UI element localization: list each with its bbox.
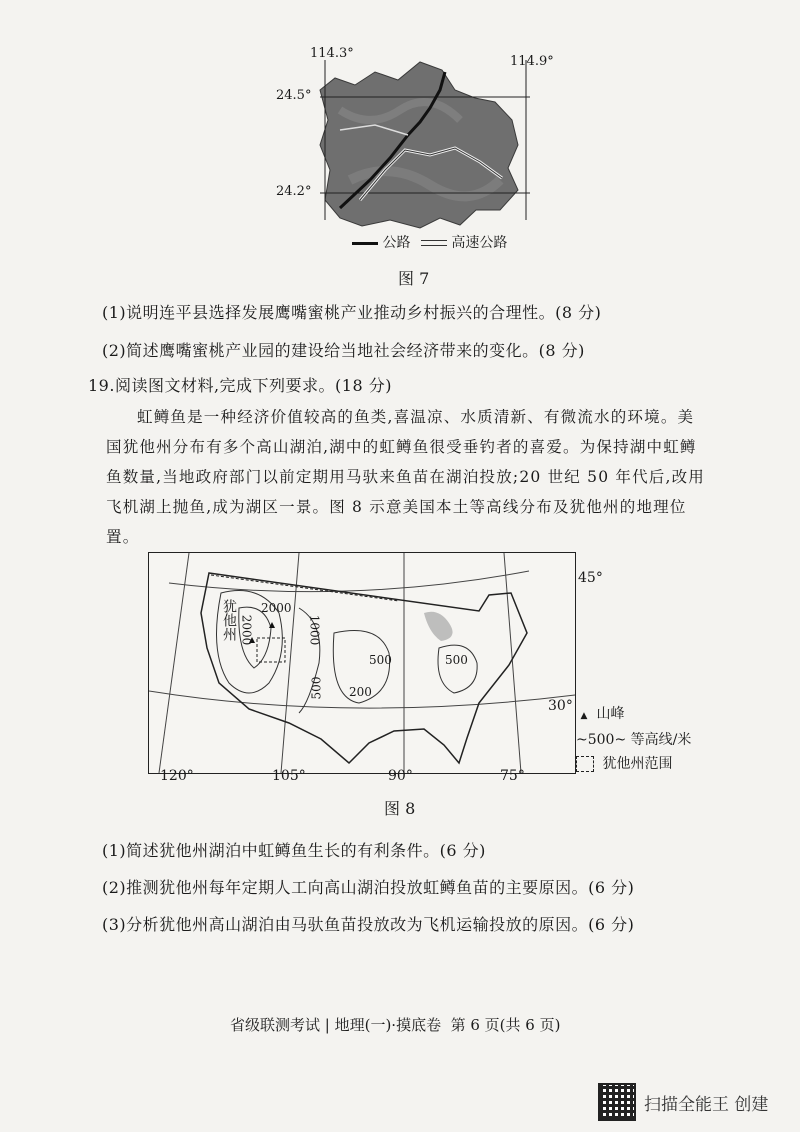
contour-legend-label: ~500~ 等高线/米 <box>576 732 692 748</box>
figure-8-caption: 图 8 <box>384 799 416 818</box>
q19-sub2: (2)推测犹他州每年定期人工向高山湖泊投放虹鳟鱼苗的主要原因。(6 分) <box>102 878 635 897</box>
lat-label-45: 45° <box>578 570 603 586</box>
figure-8-legend <box>576 702 691 776</box>
contour-label-2000a: 2000 <box>261 601 292 615</box>
legend-utah <box>576 752 691 776</box>
highway-legend-label: 高速公路 <box>451 235 508 251</box>
lon-label-1143: 114.3° <box>310 46 354 61</box>
lon-label-1149: 114.9° <box>510 54 554 69</box>
contour-label-2000b: 2000 <box>239 614 254 646</box>
lon-label-105: 105° <box>272 768 306 784</box>
usa-outline <box>201 573 527 763</box>
utah-range-legend-icon <box>576 756 594 772</box>
q18-sub2: (2)简述鹰嘴蜜桃产业园的建设给当地社会经济带来的变化。(8 分) <box>102 341 585 360</box>
lat-label-242: 24.2° <box>276 184 312 199</box>
county-shape <box>320 62 518 228</box>
figure-8 <box>148 552 576 774</box>
contour-label-1000: 1000 <box>307 614 322 646</box>
contour-label-200: 200 <box>349 685 372 699</box>
lon-label-120: 120° <box>160 768 194 784</box>
road-legend-label: 公路 <box>382 235 411 251</box>
road-legend-icon <box>352 242 378 245</box>
peak-legend-icon: ▲ <box>580 711 588 721</box>
figure-8-map <box>149 553 575 773</box>
contour-label-500b: 500 <box>369 653 392 667</box>
figure-7-legend <box>352 232 507 252</box>
peak-legend-label: 山峰 <box>596 706 625 722</box>
scanner-watermark <box>598 1082 768 1122</box>
lat-label-245: 24.5° <box>276 88 312 103</box>
lon-label-90: 90° <box>388 768 413 784</box>
contour-label-500c: 500 <box>445 653 468 667</box>
legend-contour <box>576 728 691 752</box>
watermark-text: 扫描全能王 创建 <box>644 1094 769 1115</box>
highway-legend-icon <box>421 240 447 246</box>
q19-passage: 虹鳟鱼是一种经济价值较高的鱼类,喜温凉、水质清新、有微流水的环境。美国犹他州分布有多个高山湖泊,湖中的虹鳟鱼很受垂钓者的喜爱。为保持湖中虹鳟鱼数量,当地政府部门以前定期用马驮来鱼苗在湖泊投放;20 世纪 50 年代后,改用飞机湖上抛鱼,成为湖区一景。图 8 示意美国本土等高线分布及犹他州的地理位置。 <box>106 408 706 546</box>
legend-peak <box>576 702 691 728</box>
figure-7 <box>276 46 554 250</box>
utah-label: 犹他州 <box>221 599 237 641</box>
q19-sub1: (1)简述犹他州湖泊中虹鳟鱼生长的有利条件。(6 分) <box>102 841 486 860</box>
contour-label-500a: 500 <box>309 676 324 700</box>
q18-sub1: (1)说明连平县选择发展鹰嘴蜜桃产业推动乡村振兴的合理性。(8 分) <box>102 303 602 322</box>
figure-7-map <box>280 50 540 250</box>
utah-range <box>257 638 285 662</box>
page-footer: 省级联测考试 | 地理(一)·摸底卷 第 6 页(共 6 页) <box>230 1016 561 1034</box>
qr-code-icon <box>598 1083 636 1121</box>
lat-label-30: 30° <box>548 698 573 714</box>
utah-range-legend-label: 犹他州范围 <box>602 756 673 772</box>
q19-sub3: (3)分析犹他州高山湖泊由马驮鱼苗投放改为飞机运输投放的原因。(6 分) <box>102 915 635 934</box>
lon-label-75: 75° <box>500 768 525 784</box>
figure-7-caption: 图 7 <box>398 269 430 288</box>
q19-header: 19.阅读图文材料,完成下列要求。(18 分) <box>88 376 392 395</box>
